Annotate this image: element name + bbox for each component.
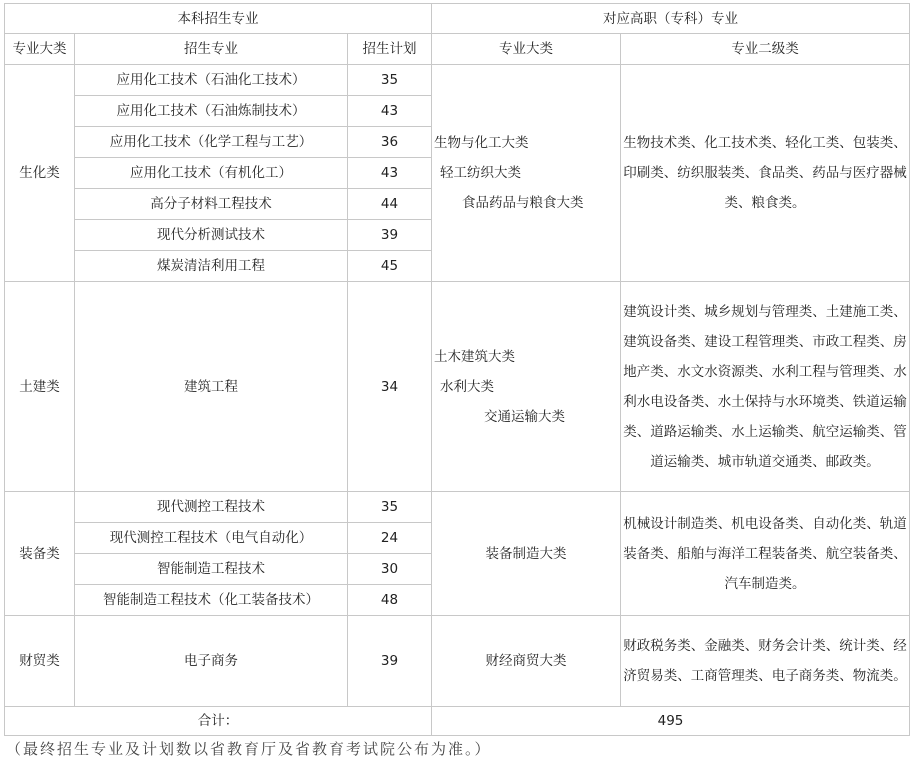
plan-cell: 36: [348, 127, 432, 158]
voc-sub-cell: 建筑设计类、城乡规划与管理类、土建施工类、建筑设备类、建设工程管理类、市政工程类、房地产类、水文水资源类、水利工程与管理类、水利水电设备类、水土保持与水环境类、铁道运输类、道路运输类、水上运输类、航空运输类、管道运输类、城市轨道交通类、邮政类。: [621, 282, 910, 492]
plan-cell: 43: [348, 158, 432, 189]
plan-cell: 43: [348, 96, 432, 127]
major-cell: 高分子材料工程技术: [75, 189, 348, 220]
major-cell: 现代测控工程技术（电气自动化）: [75, 523, 348, 554]
plan-cell: 35: [348, 65, 432, 96]
plan-cell: 39: [348, 220, 432, 251]
voc-category-item: 土木建筑大类: [434, 348, 515, 365]
major-cell: 建筑工程: [75, 282, 348, 492]
category-cell: 财贸类: [5, 616, 75, 707]
major-cell: 电子商务: [75, 616, 348, 707]
col-header-voc-category: 专业大类: [432, 34, 621, 65]
table-row: [5, 492, 910, 523]
category-cell: 土建类: [5, 282, 75, 492]
col-header-category: 专业大类: [5, 34, 75, 65]
major-cell: 应用化工技术（石油化工技术）: [75, 65, 348, 96]
plan-cell: 48: [348, 585, 432, 616]
total-label: 合计：: [5, 707, 432, 736]
voc-category-item: 食品药品与粮食大类: [462, 195, 584, 211]
major-cell: 智能制造工程技术（化工装备技术）: [75, 585, 348, 616]
plan-cell: 34: [348, 282, 432, 492]
major-cell: 智能制造工程技术: [75, 554, 348, 585]
voc-category-cell: 装备制造大类: [432, 492, 621, 616]
voc-category-item: 水利大类: [440, 378, 494, 395]
voc-category-item: 轻工纺织大类: [440, 165, 521, 181]
col-header-voc-sub: 专业二级类: [621, 34, 910, 65]
voc-category-cell: 财经商贸大类: [432, 616, 621, 707]
voc-category-item: 交通运输大类: [484, 408, 565, 425]
plan-cell: 45: [348, 251, 432, 282]
voc-category-item: 生物与化工大类: [434, 135, 529, 151]
plan-cell: 24: [348, 523, 432, 554]
total-value: 495: [432, 707, 910, 736]
major-cell: 现代分析测试技术: [75, 220, 348, 251]
vocational-group-header: 对应高职（专科）专业: [432, 4, 910, 34]
plan-cell: 35: [348, 492, 432, 523]
col-header-major: 招生专业: [75, 34, 348, 65]
footnote: （最终招生专业及计划数以省教育厅及省教育考试院公布为准。）: [6, 740, 492, 758]
undergrad-group-header: 本科招生专业: [5, 4, 432, 34]
major-cell: 现代测控工程技术: [75, 492, 348, 523]
table-row: [5, 65, 910, 96]
plan-cell: 44: [348, 189, 432, 220]
major-cell: 应用化工技术（化学工程与工艺）: [75, 127, 348, 158]
plan-cell: 39: [348, 616, 432, 707]
major-cell: 煤炭清洁利用工程: [75, 251, 348, 282]
enrollment-table: [4, 3, 910, 736]
voc-sub-cell: 机械设计制造类、机电设备类、自动化类、轨道装备类、船舶与海洋工程装备类、航空装备类、汽车制造类。: [621, 492, 910, 616]
table-row: [5, 616, 910, 707]
major-cell: 应用化工技术（石油炼制技术）: [75, 96, 348, 127]
column-header-row: [5, 34, 910, 65]
total-row: [5, 707, 910, 736]
table-row: [5, 282, 910, 492]
major-cell: 应用化工技术（有机化工）: [75, 158, 348, 189]
voc-category-cell: [432, 65, 621, 282]
plan-cell: 30: [348, 554, 432, 585]
category-cell: 装备类: [5, 492, 75, 616]
col-header-plan: 招生计划: [348, 34, 432, 65]
category-cell: 生化类: [5, 65, 75, 282]
voc-category-cell: [432, 282, 621, 492]
voc-sub-cell: 财政税务类、金融类、财务会计类、统计类、经济贸易类、工商管理类、电子商务类、物流类。: [621, 616, 910, 707]
group-header-row: [5, 4, 910, 34]
voc-sub-cell: 生物技术类、化工技术类、轻化工类、包装类、印刷类、纺织服装类、食品类、药品与医疗器械类、粮食类。: [621, 65, 910, 282]
